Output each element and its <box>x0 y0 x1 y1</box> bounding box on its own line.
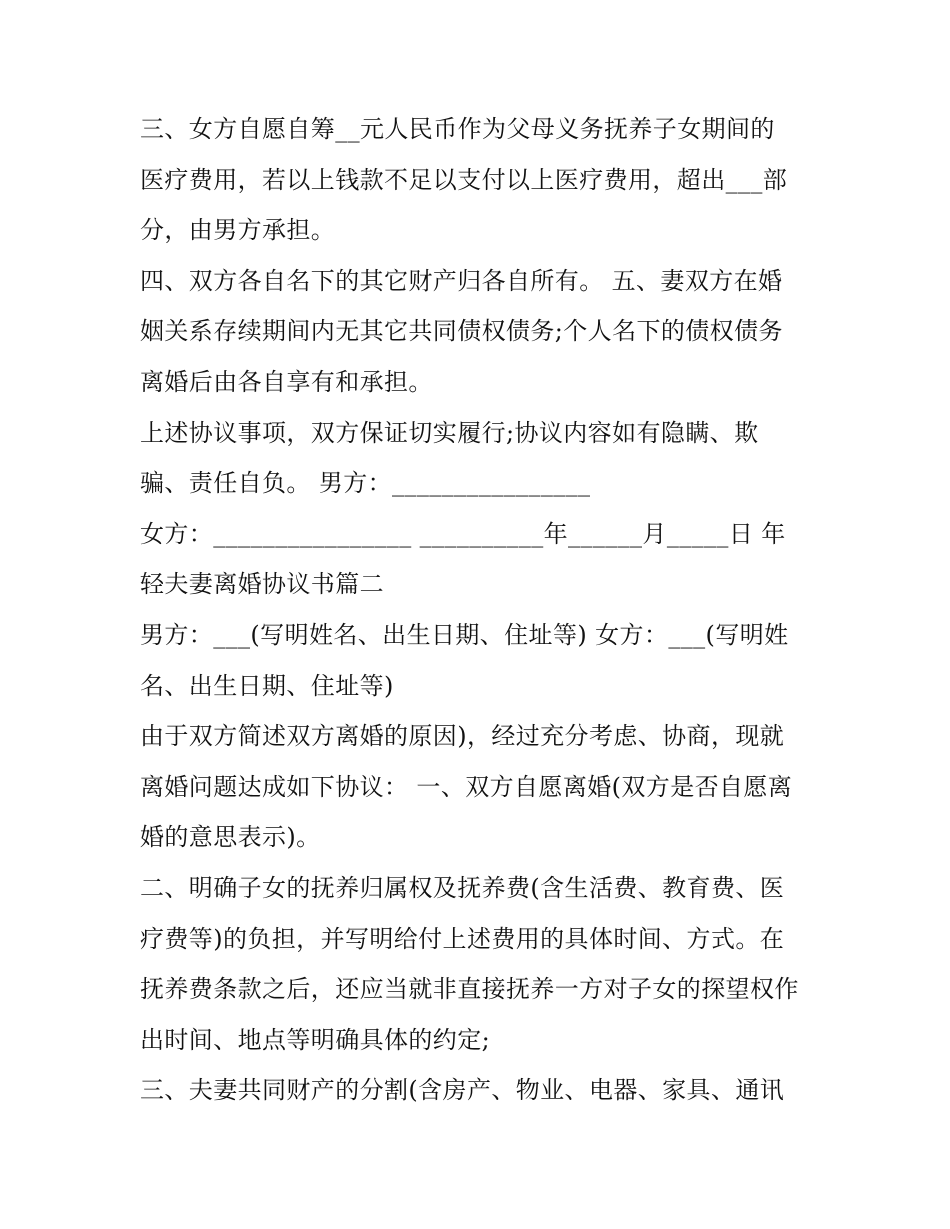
text-line: 骗、责任自负。 男方：________________ <box>140 469 591 498</box>
text-line: 二、明确子女的抚养归属权及抚养费(含生活费、教育费、医 <box>140 873 785 902</box>
text-line: 四、双方各自名下的其它财产归各自所有。 五、妻双方在婚 <box>140 266 783 295</box>
text-line: 女方：________________ __________年______月_____日 年 <box>140 519 786 548</box>
text-line: 离婚后由各自享有和承担。 <box>140 367 433 396</box>
text-line: 三、女方自愿自筹__元人民币作为父母义务抚养子女期间的 <box>140 115 775 143</box>
section-title: 轻夫妻离婚协议书篇二 <box>140 570 384 599</box>
text-line: 名、出生日期、住址等) <box>140 671 394 700</box>
text-line: 抚养费条款之后，还应当就非直接抚养一方对子女的探望权作 <box>140 975 799 1004</box>
text-line: 男方：___(写明姓名、出生日期、住址等) 女方：___(写明姓 <box>140 620 789 649</box>
text-line: 姻关系存续期间内无其它共同债权债务;个人名下的债权债务 <box>140 317 783 346</box>
text-line: 由于双方简述双方离婚的原因)，经过充分考虑、协商，现就 <box>140 722 785 751</box>
text-line: 出时间、地点等明确具体的约定; <box>140 1025 491 1054</box>
text-line: 分，由男方承担。 <box>140 216 336 245</box>
text-line: 医疗费用，若以上钱款不足以支付以上医疗费用，超出___部 <box>140 165 788 194</box>
text-line: 疗费等)的负担，并写明给付上述费用的具体时间、方式。在 <box>140 924 785 953</box>
document-body <box>140 104 820 1116</box>
text-line: 离婚问题达成如下协议： 一、双方自愿离婚(双方是否自愿离 <box>140 772 793 801</box>
text-line: 三、夫妻共同财产的分割(含房产、物业、电器、家具、通讯 <box>140 1076 785 1105</box>
text-line: 婚的意思表示)。 <box>140 823 321 852</box>
text-line: 上述协议事项，双方保证切实履行;协议内容如有隐瞒、欺 <box>140 418 759 447</box>
